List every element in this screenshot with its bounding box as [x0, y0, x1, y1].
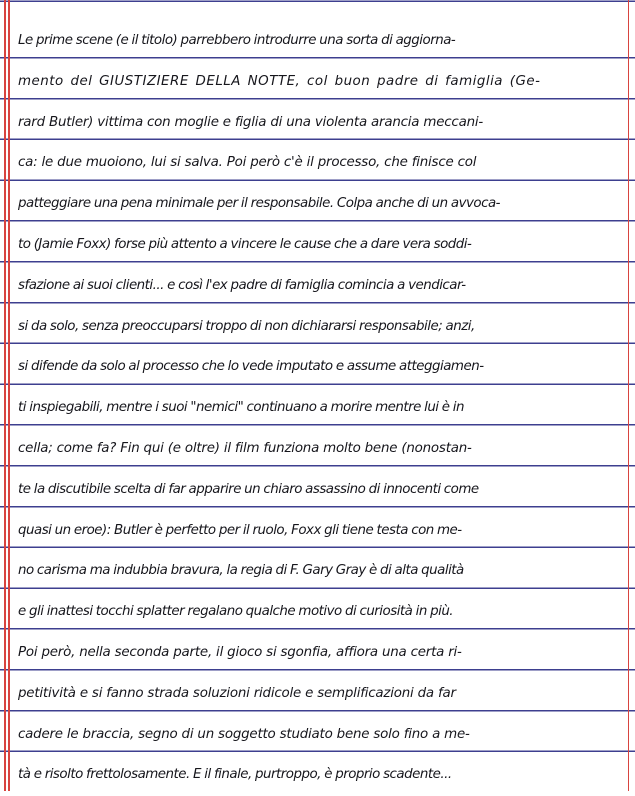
text-line-14: no carisma ma indubbia bravura, la regia di F. Gary Gray è di alta qualità [18, 563, 464, 579]
handwritten-review-text [18, 21, 628, 796]
text-line-2: mento del GIUSTIZIERE DELLA NOTTE, col buon padre di famiglia (Ge- [18, 73, 541, 89]
left-margin-line-inner [8, 0, 10, 791]
text-line-10: ti inspiegabili, mentre i suoi "nemici" continuano a morire mentre lui è in [18, 400, 464, 416]
text-line-1: Le prime scene (e il titolo) parrebbero introdurre una sorta di aggiorna- [18, 33, 456, 48]
text-line-3: rard Butler) vittima con moglie e figlia di una violenta arancia meccani- [18, 114, 484, 130]
text-line-4: ca: le due muoiono, lui si salva. Poi però c'è il processo, che finisce col [18, 155, 477, 171]
left-margin-line [4, 0, 6, 791]
text-line-11: cella; come fa? Fin qui (e oltre) il film funziona molto bene (nonostan- [18, 440, 472, 456]
text-line-16: Poi però, nella seconda parte, il gioco si sgonfia, affiora una certa ri- [18, 644, 462, 660]
text-line-13: quasi un eroe): Butler è perfetto per il ruolo, Foxx gli tiene testa con me- [18, 522, 462, 538]
text-line-18: cadere le braccia, segno di un soggetto studiato bene solo fino a me- [18, 726, 470, 742]
text-line-5: patteggiare una pena minimale per il responsabile. Colpa anche di un avvoca- [18, 196, 501, 212]
text-line-15: e gli inattesi tocchi splatter regalano qualche motivo di curiosità in più. [18, 604, 454, 620]
text-line-7: sfazione ai suoi clienti... e così l'ex padre di famiglia comincia a vendicar- [18, 277, 466, 293]
text-line-12: te la discutibile scelta di far apparire un chiaro assassino di innocenti come [18, 481, 479, 497]
text-line-19: tà e risolto frettolosamente. E il finale, purtroppo, è proprio scadente... [18, 767, 452, 783]
text-line-6: to (Jamie Foxx) forse più attento a vincere le cause che a dare vera soddi- [18, 236, 472, 252]
text-line-8: si da solo, senza preoccuparsi troppo di non dichiararsi responsabile; anzi, [18, 318, 475, 334]
text-line-9: si difende da solo al processo che lo vede imputato e assume atteggiamen- [18, 359, 484, 375]
text-line-17: petitività e si fanno strada soluzioni ridicole e semplificazioni da far [18, 685, 456, 701]
